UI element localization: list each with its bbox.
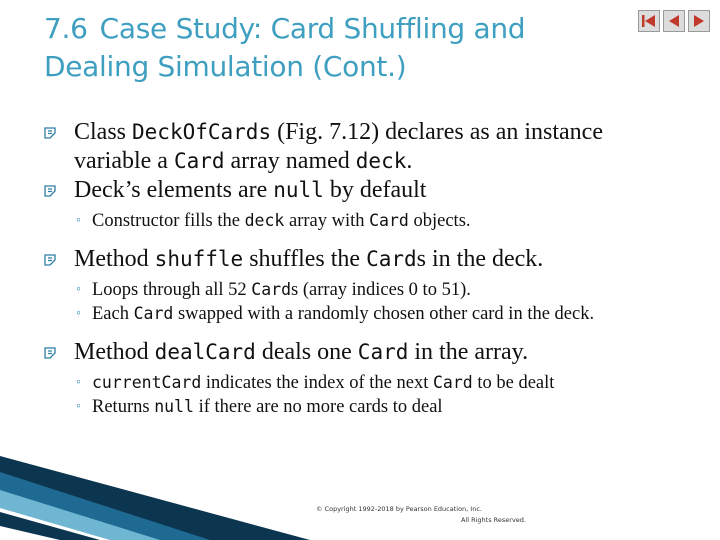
copyright-line-2: All Rights Reserved. [460,516,526,524]
bullet-icon [44,347,56,359]
bullet-shuffle-method: Method shuffle shuffles the Cards in the deck. [44,245,684,274]
copyright-notice [316,504,526,526]
sub-bullet-icon: ◦ [76,399,81,414]
slide-navigation [638,10,710,32]
copyright-line-1: © Copyright 1992-2018 by Pearson Education, Inc. [316,505,482,513]
previous-slide-button[interactable] [663,10,685,32]
sub-bullet-icon: ◦ [76,213,81,228]
bullet-deckofcards: Class DeckOfCards (Fig. 7.12) declares as an instance variable a Card array named deck. [44,118,684,176]
slide-body [44,118,684,419]
first-slide-icon [641,14,657,28]
sub-bullet-loops: ◦ Loops through all 52 Cards (array indices 0 to 51). [76,280,471,300]
sub-bullet-swap: ◦ Each Card swapped with a randomly chosen other card in the deck. [76,304,595,324]
bullet-icon [44,185,56,197]
title-line-1: Case Study: Card Shuffling and [99,12,526,45]
sub-bullet-currentcard: ◦ currentCard indicates the index of the next Card to be dealt [76,373,555,393]
bullet-deck-elements-null: Deck’s elements are null by default [44,176,684,205]
title-line-2: Dealing Simulation (Cont.) [44,50,407,83]
bullet-dealcard-method: Method dealCard deals one Card in the array. [44,338,684,367]
previous-slide-icon [666,14,682,28]
sub-bullet-icon: ◦ [76,306,81,321]
sub-bullet-constructor: ◦ Constructor fills the deck array with Card objects. [76,211,471,231]
sub-bullet-icon: ◦ [76,282,81,297]
sub-bullet-returns-null: ◦ Returns null if there are no more cards to deal [76,397,443,417]
slide-title [44,10,604,86]
section-number: 7.6 [44,12,88,45]
sub-bullet-icon: ◦ [76,375,81,390]
bullet-icon [44,254,56,266]
next-slide-button[interactable] [688,10,710,32]
next-slide-icon [691,14,707,28]
bullet-icon [44,127,56,139]
decorative-stripes [0,450,720,540]
first-slide-button[interactable] [638,10,660,32]
